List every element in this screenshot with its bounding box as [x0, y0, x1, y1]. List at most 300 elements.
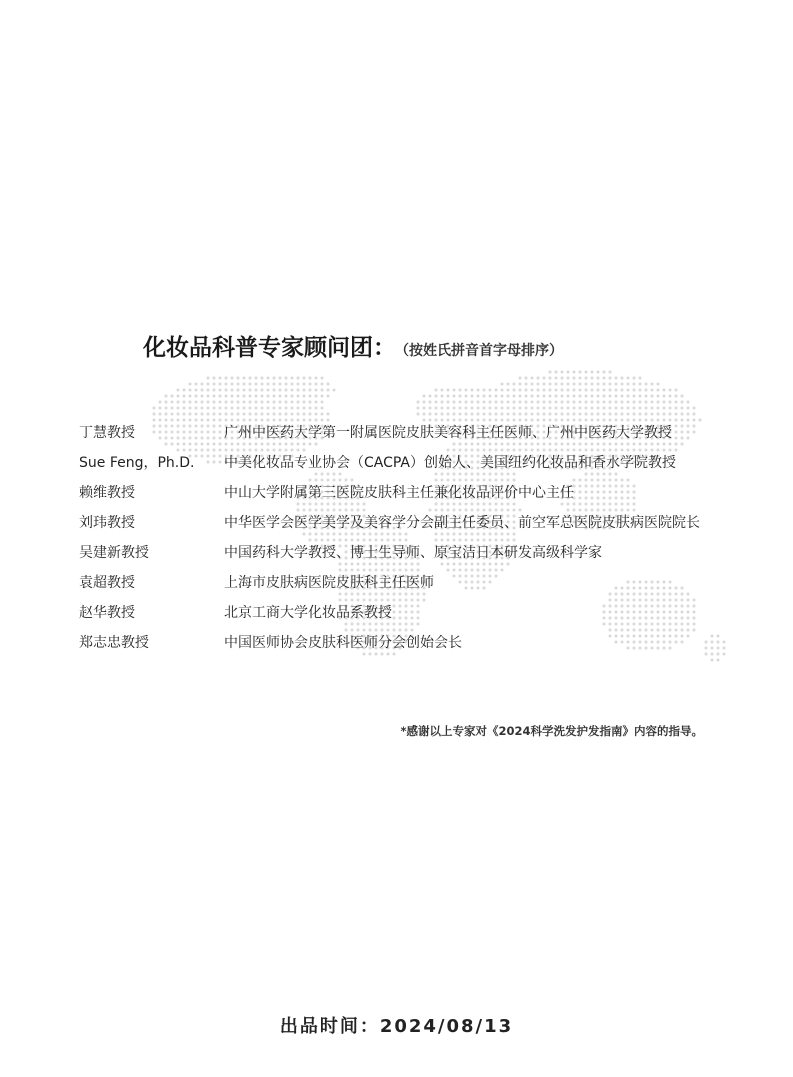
map-dot	[639, 389, 642, 392]
map-dot	[471, 413, 474, 416]
map-dot	[531, 407, 534, 410]
map-dot	[501, 413, 504, 416]
map-dot	[255, 413, 258, 416]
expert-title: 中美化妆品专业协会（CACPA）创始人、美国纽约化妆品和香水学院教授	[224, 455, 677, 471]
map-dot	[669, 413, 672, 416]
map-dot	[279, 401, 282, 404]
map-dot	[531, 413, 534, 416]
map-dot	[207, 413, 210, 416]
map-dot	[633, 407, 636, 410]
map-dot	[591, 401, 594, 404]
map-dot	[279, 395, 282, 398]
map-dot	[231, 395, 234, 398]
map-dot	[627, 377, 630, 380]
map-dot	[549, 389, 552, 392]
map-dot	[633, 383, 636, 386]
map-dot	[459, 389, 462, 392]
map-dot	[159, 401, 162, 404]
map-dot	[243, 383, 246, 386]
map-dot	[561, 413, 564, 416]
map-dot	[231, 401, 234, 404]
map-dot	[267, 377, 270, 380]
map-dot	[303, 377, 306, 380]
map-dot	[237, 395, 240, 398]
map-dot	[225, 401, 228, 404]
map-dot	[543, 377, 546, 380]
map-dot	[279, 377, 282, 380]
map-dot	[195, 395, 198, 398]
map-dot	[519, 383, 522, 386]
map-dot	[525, 413, 528, 416]
map-dot	[435, 401, 438, 404]
map-dot	[615, 413, 618, 416]
map-dot	[171, 395, 174, 398]
map-dot	[591, 395, 594, 398]
map-dot	[159, 413, 162, 416]
map-dot	[531, 377, 534, 380]
map-dot	[567, 389, 570, 392]
map-dot	[555, 377, 558, 380]
map-dot	[681, 395, 684, 398]
map-dot	[189, 401, 192, 404]
map-dot	[483, 401, 486, 404]
map-dot	[681, 413, 684, 416]
map-dot	[195, 383, 198, 386]
map-dot	[561, 395, 564, 398]
map-dot	[615, 401, 618, 404]
map-dot	[231, 377, 234, 380]
map-dot	[663, 407, 666, 410]
map-dot	[231, 407, 234, 410]
map-dot	[447, 401, 450, 404]
map-dot	[291, 401, 294, 404]
map-dot	[441, 389, 444, 392]
map-dot	[267, 413, 270, 416]
map-dot	[663, 413, 666, 416]
map-dot	[153, 413, 156, 416]
map-dot	[573, 389, 576, 392]
map-dot	[333, 389, 336, 392]
map-dot	[495, 407, 498, 410]
expert-title: 中华医学会医学美学及美容学分会副主任委员、前空军总医院皮肤病医院院长	[224, 515, 700, 531]
map-dot	[645, 413, 648, 416]
map-dot	[573, 413, 576, 416]
map-dot	[513, 413, 516, 416]
page-title	[143, 329, 563, 362]
map-dot	[573, 395, 576, 398]
map-dot	[417, 401, 420, 404]
map-dot	[465, 407, 468, 410]
map-dot	[531, 383, 534, 386]
map-dot	[321, 389, 324, 392]
map-dot	[537, 377, 540, 380]
map-dot	[477, 395, 480, 398]
map-dot	[483, 407, 486, 410]
map-dot	[609, 395, 612, 398]
map-dot	[177, 389, 180, 392]
map-dot	[225, 407, 228, 410]
map-dot	[609, 407, 612, 410]
map-dot	[639, 401, 642, 404]
map-dot	[243, 407, 246, 410]
map-dot	[675, 407, 678, 410]
expert-row	[79, 632, 769, 662]
map-dot	[579, 377, 582, 380]
map-dot	[603, 377, 606, 380]
map-dot	[297, 383, 300, 386]
map-dot	[657, 413, 660, 416]
map-dot	[507, 389, 510, 392]
map-dot	[315, 377, 318, 380]
map-dot	[213, 383, 216, 386]
map-dot	[435, 389, 438, 392]
map-dot	[627, 401, 630, 404]
map-dot	[597, 371, 600, 374]
map-dot	[225, 395, 228, 398]
map-dot	[489, 395, 492, 398]
map-dot	[579, 401, 582, 404]
map-dot	[309, 413, 312, 416]
map-dot	[201, 407, 204, 410]
map-dot	[519, 395, 522, 398]
map-dot	[633, 389, 636, 392]
map-dot	[471, 389, 474, 392]
map-dot	[249, 389, 252, 392]
map-dot	[525, 407, 528, 410]
map-dot	[597, 377, 600, 380]
map-dot	[483, 413, 486, 416]
map-dot	[549, 407, 552, 410]
map-dot	[591, 407, 594, 410]
map-dot	[639, 407, 642, 410]
map-dot	[315, 395, 318, 398]
map-dot	[297, 395, 300, 398]
map-dot	[675, 413, 678, 416]
map-dot	[285, 413, 288, 416]
map-dot	[249, 401, 252, 404]
map-dot	[477, 389, 480, 392]
map-dot	[237, 389, 240, 392]
map-dot	[219, 383, 222, 386]
map-dot	[669, 395, 672, 398]
map-dot	[537, 395, 540, 398]
map-dot	[321, 401, 324, 404]
map-dot	[243, 413, 246, 416]
map-dot	[543, 383, 546, 386]
map-dot	[585, 401, 588, 404]
expert-name: 丁慧教授	[79, 425, 135, 441]
map-dot	[171, 401, 174, 404]
map-dot	[693, 407, 696, 410]
map-dot	[297, 377, 300, 380]
map-dot	[471, 395, 474, 398]
map-dot	[609, 383, 612, 386]
map-dot	[555, 413, 558, 416]
map-dot	[231, 389, 234, 392]
map-dot	[525, 383, 528, 386]
map-dot	[579, 395, 582, 398]
map-dot	[501, 395, 504, 398]
map-dot	[153, 407, 156, 410]
map-dot	[543, 407, 546, 410]
map-dot	[285, 407, 288, 410]
map-dot	[633, 377, 636, 380]
map-dot	[561, 389, 564, 392]
map-dot	[549, 383, 552, 386]
map-dot	[291, 413, 294, 416]
map-dot	[309, 407, 312, 410]
map-dot	[183, 413, 186, 416]
map-dot	[297, 401, 300, 404]
map-dot	[555, 371, 558, 374]
map-dot	[207, 407, 210, 410]
map-dot	[267, 401, 270, 404]
map-dot	[417, 413, 420, 416]
map-dot	[459, 407, 462, 410]
map-dot	[609, 389, 612, 392]
map-dot	[573, 377, 576, 380]
map-dot	[483, 389, 486, 392]
map-dot	[567, 395, 570, 398]
map-dot	[423, 395, 426, 398]
map-dot	[231, 413, 234, 416]
map-dot	[213, 407, 216, 410]
map-dot	[681, 401, 684, 404]
map-dot	[501, 401, 504, 404]
map-dot	[285, 389, 288, 392]
map-dot	[603, 407, 606, 410]
map-dot	[591, 389, 594, 392]
map-dot	[489, 401, 492, 404]
map-dot	[579, 389, 582, 392]
map-dot	[609, 377, 612, 380]
expert-list	[79, 422, 769, 662]
expert-title: 中国医师协会皮肤科医师分会创始会长	[224, 635, 462, 651]
map-dot	[621, 401, 624, 404]
map-dot	[297, 407, 300, 410]
map-dot	[261, 377, 264, 380]
map-dot	[645, 383, 648, 386]
map-dot	[183, 407, 186, 410]
map-dot	[309, 395, 312, 398]
map-dot	[189, 383, 192, 386]
map-dot	[501, 383, 504, 386]
map-dot	[321, 413, 324, 416]
map-dot	[501, 389, 504, 392]
map-dot	[309, 401, 312, 404]
map-dot	[213, 401, 216, 404]
map-dot	[273, 407, 276, 410]
map-dot	[189, 395, 192, 398]
map-dot	[465, 401, 468, 404]
map-dot	[183, 395, 186, 398]
map-dot	[513, 401, 516, 404]
map-dot	[327, 395, 330, 398]
map-dot	[669, 401, 672, 404]
map-dot	[567, 407, 570, 410]
map-dot	[165, 401, 168, 404]
map-dot	[423, 407, 426, 410]
map-dot	[519, 401, 522, 404]
map-dot	[273, 389, 276, 392]
map-dot	[207, 383, 210, 386]
map-dot	[291, 407, 294, 410]
map-dot	[177, 413, 180, 416]
map-dot	[501, 407, 504, 410]
map-dot	[321, 377, 324, 380]
map-dot	[645, 389, 648, 392]
map-dot	[225, 383, 228, 386]
title-text: 化妆品科普专家顾问团：	[143, 335, 396, 361]
map-dot	[423, 401, 426, 404]
map-dot	[591, 413, 594, 416]
map-dot	[243, 401, 246, 404]
map-dot	[189, 413, 192, 416]
map-dot	[585, 395, 588, 398]
map-dot	[201, 389, 204, 392]
map-dot	[303, 413, 306, 416]
map-dot	[267, 407, 270, 410]
map-dot	[273, 413, 276, 416]
map-dot	[219, 395, 222, 398]
map-dot	[579, 413, 582, 416]
map-dot	[597, 395, 600, 398]
map-dot	[201, 383, 204, 386]
map-dot	[237, 413, 240, 416]
map-dot	[429, 401, 432, 404]
map-dot	[183, 389, 186, 392]
map-dot	[603, 383, 606, 386]
map-dot	[243, 389, 246, 392]
map-dot	[201, 401, 204, 404]
map-dot	[555, 395, 558, 398]
map-dot	[285, 401, 288, 404]
map-dot	[435, 413, 438, 416]
map-dot	[513, 389, 516, 392]
map-dot	[321, 395, 324, 398]
map-dot	[273, 395, 276, 398]
expert-title: 上海市皮肤病医院皮肤科主任医师	[224, 575, 434, 591]
map-dot	[285, 395, 288, 398]
map-dot	[627, 407, 630, 410]
map-dot	[597, 407, 600, 410]
map-dot	[597, 413, 600, 416]
map-dot	[651, 413, 654, 416]
expert-row	[79, 512, 769, 542]
map-dot	[597, 389, 600, 392]
map-dot	[657, 389, 660, 392]
map-dot	[567, 377, 570, 380]
map-dot	[549, 371, 552, 374]
map-dot	[177, 395, 180, 398]
map-dot	[249, 383, 252, 386]
map-dot	[297, 389, 300, 392]
map-dot	[489, 407, 492, 410]
map-dot	[237, 377, 240, 380]
map-dot	[657, 401, 660, 404]
map-dot	[429, 413, 432, 416]
map-dot	[255, 383, 258, 386]
map-dot	[489, 389, 492, 392]
map-dot	[543, 401, 546, 404]
map-dot	[471, 407, 474, 410]
map-dot	[177, 401, 180, 404]
map-dot	[201, 395, 204, 398]
map-dot	[669, 389, 672, 392]
map-dot	[537, 389, 540, 392]
map-dot	[519, 377, 522, 380]
map-dot	[621, 389, 624, 392]
map-dot	[417, 407, 420, 410]
map-dot	[453, 395, 456, 398]
map-dot	[687, 407, 690, 410]
map-dot	[219, 413, 222, 416]
expert-row	[79, 542, 769, 572]
map-dot	[465, 395, 468, 398]
expert-name: 刘玮教授	[79, 515, 135, 531]
map-dot	[285, 383, 288, 386]
map-dot	[585, 383, 588, 386]
map-dot	[519, 407, 522, 410]
map-dot	[567, 371, 570, 374]
map-dot	[195, 407, 198, 410]
map-dot	[561, 407, 564, 410]
map-dot	[639, 395, 642, 398]
map-dot	[615, 389, 618, 392]
map-dot	[519, 389, 522, 392]
map-dot	[279, 407, 282, 410]
map-dot	[429, 407, 432, 410]
map-dot	[303, 383, 306, 386]
map-dot	[621, 383, 624, 386]
map-dot	[189, 407, 192, 410]
map-dot	[213, 395, 216, 398]
map-dot	[441, 407, 444, 410]
map-dot	[207, 395, 210, 398]
map-dot	[219, 407, 222, 410]
map-dot	[165, 407, 168, 410]
map-dot	[651, 407, 654, 410]
map-dot	[567, 413, 570, 416]
map-dot	[573, 383, 576, 386]
map-dot	[237, 383, 240, 386]
map-dot	[627, 383, 630, 386]
map-dot	[219, 377, 222, 380]
map-dot	[621, 395, 624, 398]
map-dot	[585, 377, 588, 380]
map-dot	[441, 401, 444, 404]
map-dot	[507, 401, 510, 404]
map-dot	[651, 383, 654, 386]
map-dot	[633, 413, 636, 416]
map-dot	[321, 383, 324, 386]
map-dot	[321, 407, 324, 410]
map-dot	[225, 413, 228, 416]
map-dot	[627, 389, 630, 392]
map-dot	[525, 401, 528, 404]
map-dot	[249, 395, 252, 398]
map-dot	[597, 401, 600, 404]
map-dot	[627, 395, 630, 398]
map-dot	[597, 383, 600, 386]
expert-name: 赖维教授	[79, 485, 135, 501]
map-dot	[159, 407, 162, 410]
map-dot	[327, 413, 330, 416]
map-dot	[633, 395, 636, 398]
expert-row	[79, 572, 769, 602]
map-dot	[315, 389, 318, 392]
sort-note: （按姓氏拼音首字母排序）	[402, 343, 563, 359]
